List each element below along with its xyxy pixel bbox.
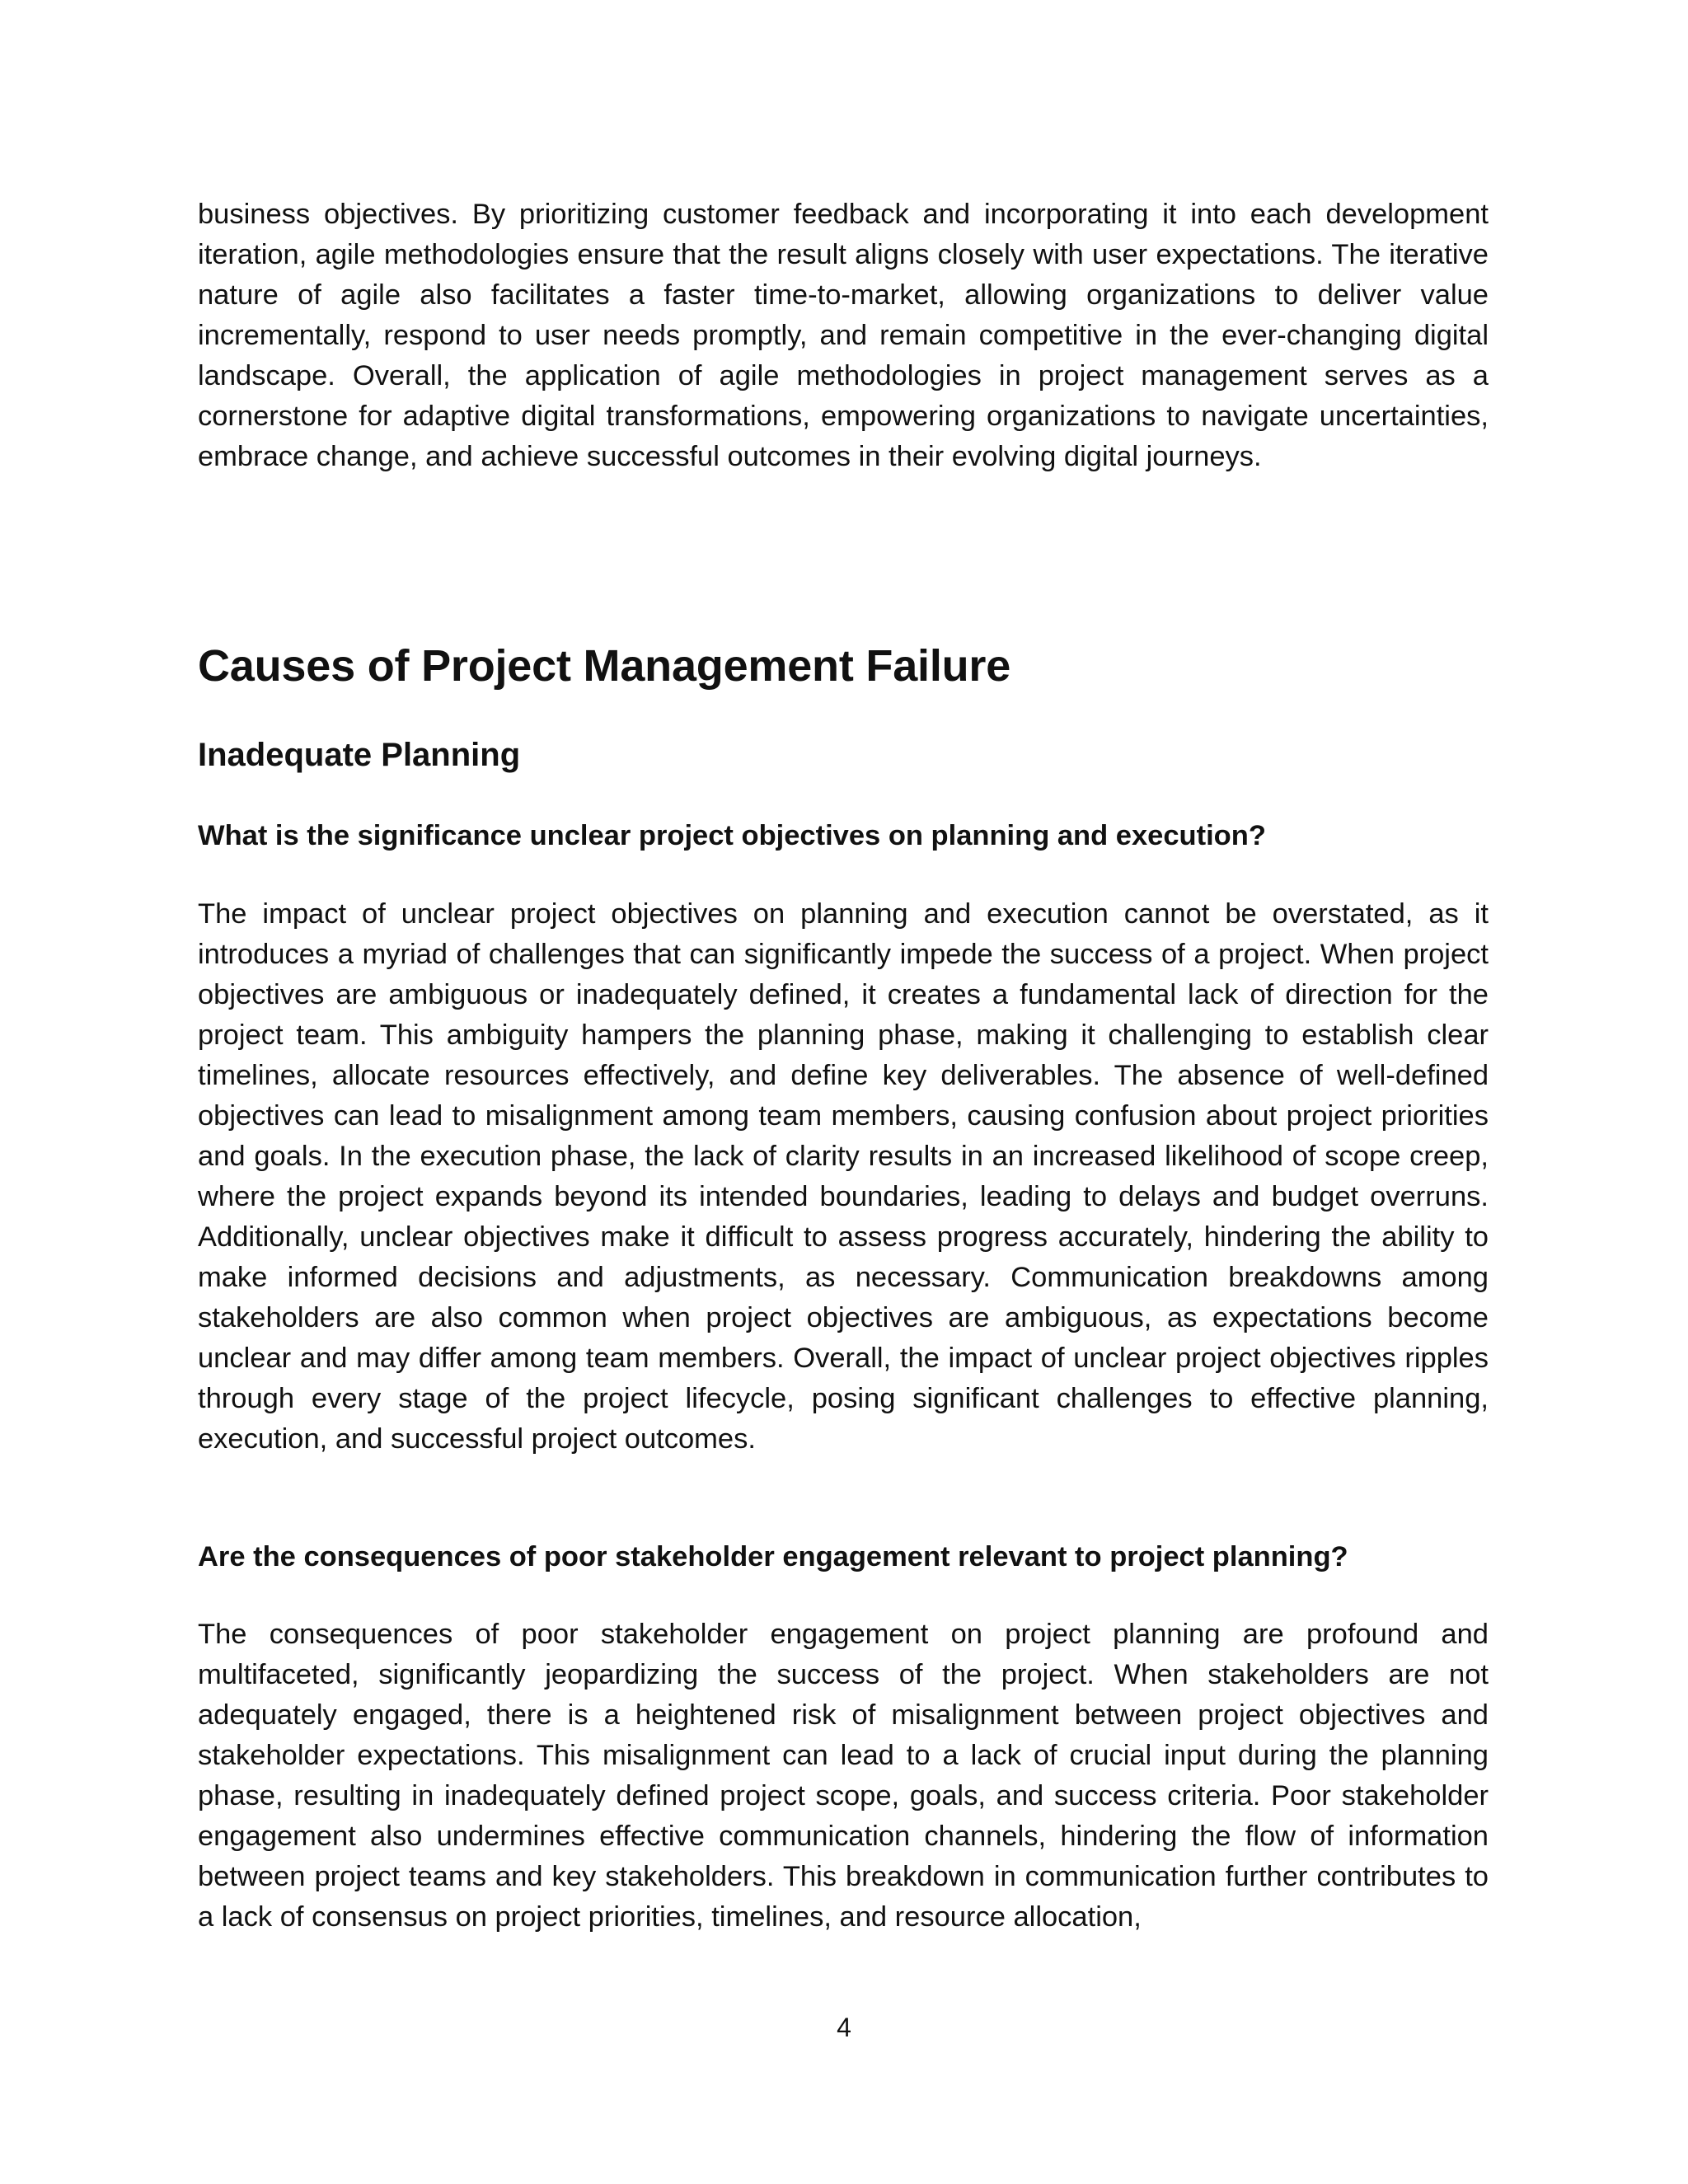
section-title: Causes of Project Management Failure — [198, 641, 1011, 691]
question-heading-objectives: What is the significance unclear project objectives on planning and execution? — [198, 820, 1266, 851]
question-heading-stakeholders: Are the consequences of poor stakeholder engagement relevant to project planning? — [198, 1541, 1348, 1572]
subsection-title: Inadequate Planning — [198, 737, 521, 773]
stakeholder-paragraph: The consequences of poor stakeholder engagement on project planning are profound and multifaceted, significantly jeopardizing the success of the project. When stakeholders are not adequately engaged, there is a heightened risk of misalignment between project objectives and stakeholder expectations. This misalignment can lead to a lack of crucial input during the planning phase, resulting in inadequately defined project scope, goals, and success criteria. Poor stakeholder engagement also undermines effective communication channels, hindering the flow of information between project teams and key stakeholders. This breakdown in communication further contributes to a lack of consensus on project priorities, timelines, and resource allocation, — [198, 1619, 1489, 1933]
page-number: 4 — [837, 2013, 851, 2042]
objectives-paragraph: The impact of unclear project objectives on planning and execution cannot be overstated, as it introduces a myriad of challenges that can significantly impede the success of a project. When project objectives are ambiguous or inadequately defined, it creates a fundamental lack of direction for the project team. This ambiguity hampers the planning phase, making it challenging to establish clear timelines, allocate resources effectively, and define key deliverables. The absence of well-defined objectives can lead to misalignment among team members, causing confusion about project priorities and goals. In the execution phase, the lack of clarity results in an increased likelihood of scope creep, where the project expands beyond its intended boundaries, leading to delays and budget overruns. Additionally, unclear objectives make it difficult to assess progress accurately, hindering the ability to make informed decisions and adjustments, as necessary. Communication breakdowns among stakeholders are also common when project objectives are ambiguous, as expectations become unclear and may differ among team members. Overall, the impact of unclear project objectives ripples through every stage of the project lifecycle, posing significant challenges to effective planning, execution, and successful project outcomes. — [198, 898, 1489, 1455]
intro-paragraph: business objectives. By prioritizing customer feedback and incorporating it into each development iteration, agile methodologies ensure that the result aligns closely with user expectations. The iterative nature of agile also facilitates a faster time-to-market, allowing organizations to deliver value incrementally, respond to user needs promptly, and remain competitive in the ever-changing digital landscape. Overall, the application of agile methodologies in project management serves as a cornerstone for adaptive digital transformations, empowering organizations to navigate uncertainties, embrace change, and achieve successful outcomes in their evolving digital journeys. — [198, 199, 1489, 472]
